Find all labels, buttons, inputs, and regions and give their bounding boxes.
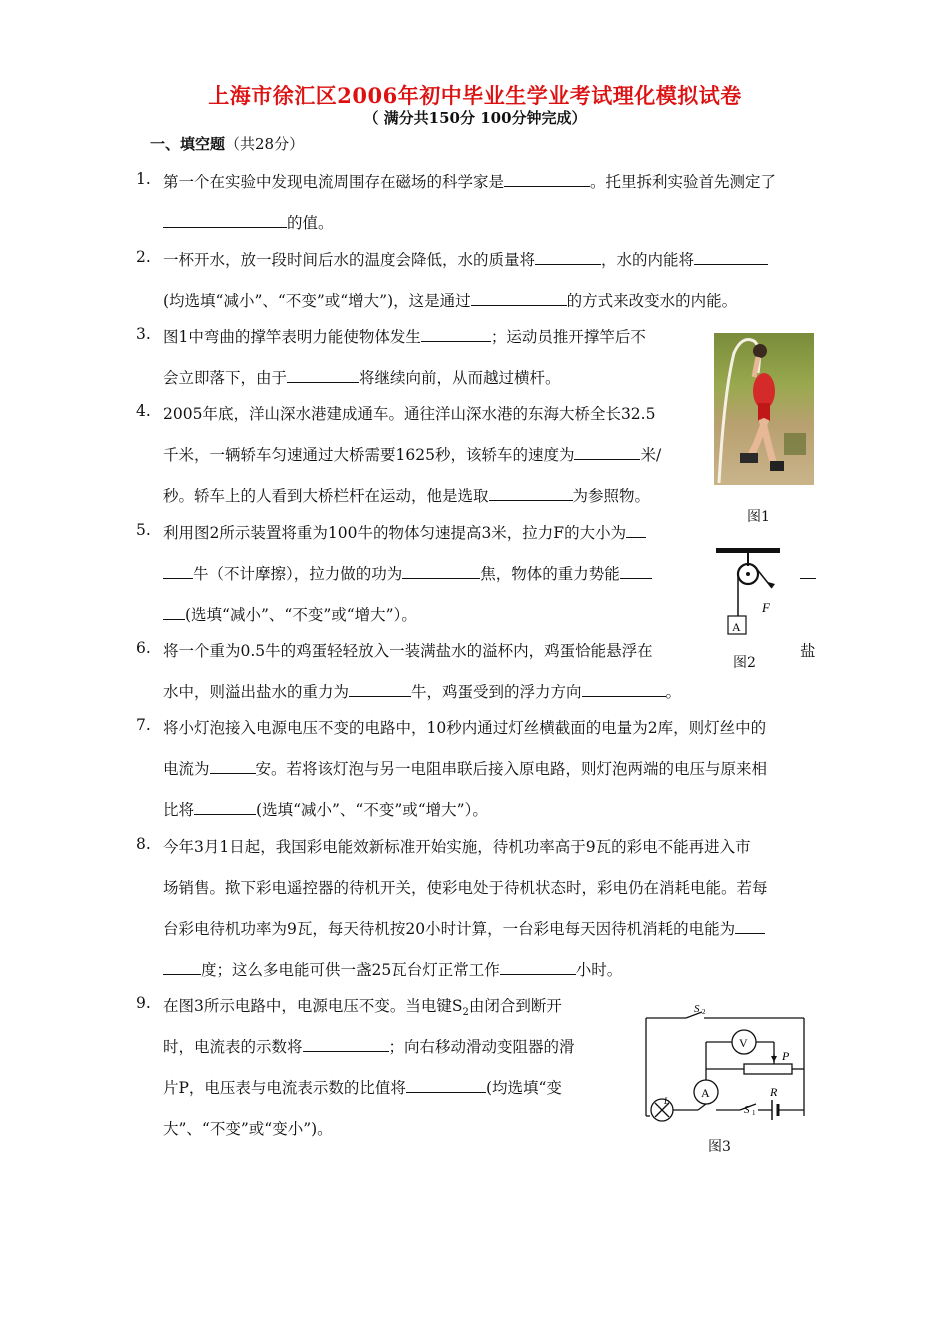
section-label: 一、填空题	[150, 135, 226, 153]
question-2-line-1: 一杯开水，放一段时间后水的温度会降低，水的质量将 ，水的内能将	[163, 248, 768, 270]
section-note: （共28分）	[225, 135, 305, 153]
page-subtitle: （ 满分共150分 100分钟完成）	[363, 109, 587, 127]
question-number: 7.	[136, 716, 151, 734]
s1-subscript: 1	[752, 1109, 756, 1117]
question-4-line-1: 2005年底，洋山深水港建成通车。通往洋山深水港的东海大桥全长32.5	[163, 405, 656, 423]
question-9-line-2: 时，电流表的示数将 ；向右移动滑动变阻器的滑	[163, 1035, 575, 1057]
answer-blank[interactable]	[287, 366, 359, 383]
slider-label: P	[782, 1049, 790, 1063]
answer-blank[interactable]	[303, 1035, 389, 1052]
question-1-line-1: 第一个在实验中发现电流周围存在磁场的科学家是 。托里拆利实验首先测定了	[163, 170, 776, 192]
question-2-line-2: (均选填“减小”、“不变”或“增大”)，这是通过 的方式来改变水的内能。	[163, 289, 737, 311]
answer-blank[interactable]	[535, 248, 601, 265]
answer-blank[interactable]	[163, 958, 201, 975]
answer-blank[interactable]	[582, 680, 666, 697]
pulley-diagram	[710, 544, 790, 644]
question-8-line-2: 场销售。揿下彩电遥控器的待机开关，使彩电处于待机状态时，彩电仍在消耗电能。若每	[163, 879, 768, 897]
rheostat	[744, 1064, 792, 1074]
question-number: 1.	[136, 170, 151, 188]
answer-blank[interactable]	[800, 562, 816, 579]
question-5-line-3: (选填“减小”、“不变”或“增大”）。	[163, 603, 417, 625]
answer-blank[interactable]	[402, 562, 480, 579]
page-title: 上海市徐汇区2006年初中毕业生学业考试理化模拟试卷	[208, 83, 742, 108]
question-9-line-4: 大”、“不变”或“变小”)。	[163, 1120, 333, 1138]
question-number: 9.	[136, 994, 151, 1012]
lamp-label: L	[664, 1096, 670, 1106]
block-label: A	[732, 620, 741, 634]
answer-blank[interactable]	[406, 1076, 486, 1093]
question-6-line-1: 将一个重为0.5牛的鸡蛋轻轻放入一装满盐水的溢杯内，鸡蛋恰能悬浮在	[163, 642, 653, 660]
question-5-line-1: 利用图2所示装置将重为100牛的物体匀速提高3米，拉力F的大小为	[163, 521, 646, 543]
question-4-line-3: 秒。轿车上的人看到大桥栏杆在运动，他是选取 为参照物。	[163, 484, 650, 506]
answer-blank[interactable]	[421, 325, 491, 342]
circuit-diagram	[640, 1000, 812, 1130]
answer-blank[interactable]	[626, 521, 646, 538]
answer-blank[interactable]	[163, 603, 185, 620]
question-5-line-2: 牛（不计摩擦），拉力做的功为 焦，物体的重力势能	[163, 562, 652, 584]
question-number: 6.	[136, 639, 151, 657]
figure-2-caption: 图2	[733, 655, 756, 671]
pole-vault-photo	[714, 333, 814, 485]
question-3-line-1: 图1中弯曲的撑竿表明力能使物体发生 ；运动员推开撑竿后不	[163, 325, 646, 347]
s2-label: S	[694, 1003, 700, 1015]
answer-blank[interactable]	[194, 798, 256, 815]
ceiling-beam	[716, 548, 780, 553]
question-number: 5.	[136, 521, 151, 539]
question-number: 2.	[136, 248, 151, 266]
question-6-line-1-end: 盐	[800, 642, 816, 660]
answer-blank[interactable]	[163, 211, 287, 228]
answer-blank[interactable]	[349, 680, 411, 697]
question-6-line-2: 水中，则溢出盐水的重力为 牛，鸡蛋受到的浮力方向 。	[163, 680, 681, 702]
section-heading	[150, 133, 304, 154]
figure-1-caption: 图1	[747, 509, 770, 525]
answer-blank[interactable]	[210, 757, 256, 774]
answer-blank[interactable]	[620, 562, 652, 579]
answer-blank[interactable]	[694, 248, 768, 265]
figure-3-caption: 图3	[708, 1139, 731, 1155]
s1-label: S	[744, 1104, 750, 1116]
ammeter-label: A	[701, 1086, 710, 1100]
question-number: 8.	[136, 835, 151, 853]
answer-blank[interactable]	[500, 958, 576, 975]
question-8-line-1: 今年3月1日起，我国彩电能效新标准开始实施，待机功率高于9瓦的彩电不能再进入市	[163, 838, 751, 856]
s2-subscript: 2	[702, 1008, 706, 1016]
voltmeter-label: V	[739, 1036, 748, 1050]
answer-blank[interactable]	[163, 562, 193, 579]
question-9-line-3: 片P，电压表与电流表示数的比值将 (均选填“变	[163, 1076, 562, 1098]
question-7-line-3: 比将 (选填“减小”、“不变”或“增大”）。	[163, 798, 488, 820]
resistor-label: R	[770, 1085, 778, 1099]
question-7-line-1: 将小灯泡接入电源电压不变的电路中，10秒内通过灯丝横截面的电量为2库，则灯丝中的	[163, 719, 767, 737]
question-8-line-3: 台彩电待机功率为9瓦，每天待机按20小时计算，一台彩电每天因待机消耗的电能为	[163, 917, 765, 939]
question-3-line-2: 会立即落下，由于 将继续向前，从而越过横杆。	[163, 366, 561, 388]
force-label: F	[762, 600, 770, 615]
question-1-line-2: 的值。	[163, 211, 334, 233]
answer-blank[interactable]	[489, 484, 573, 501]
answer-blank-continuation	[800, 562, 816, 583]
answer-blank[interactable]	[471, 289, 567, 306]
question-7-line-2: 电流为 安。若将该灯泡与另一电阻串联后接入原电路，则灯泡两端的电压与原来相	[163, 757, 767, 779]
answer-blank[interactable]	[504, 170, 590, 187]
pole-vault-illustration	[714, 333, 814, 485]
answer-blank[interactable]	[574, 443, 640, 460]
question-number: 4.	[136, 402, 151, 420]
question-4-line-2: 千米，一辆轿车匀速通过大桥需要1625秒，该轿车的速度为 米/	[163, 443, 661, 465]
question-8-line-4: 度；这么多电能可供一盏25瓦台灯正常工作 小时。	[163, 958, 622, 980]
question-number: 3.	[136, 325, 151, 343]
question-9-line-1: 在图3所示电路中，电源电压不变。当电键$S_2$由闭合到断开	[163, 997, 562, 1019]
answer-blank[interactable]	[735, 917, 765, 934]
